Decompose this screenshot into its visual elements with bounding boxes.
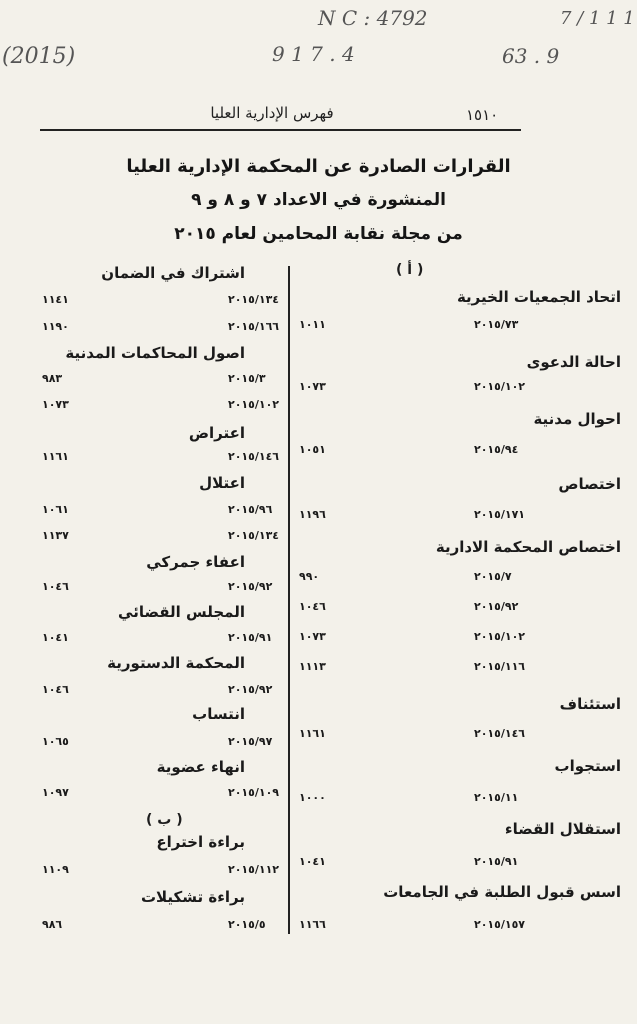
decision-number: ٢٠١٥/١٠٢ — [474, 630, 526, 643]
page-reference: ١١٩٦ — [299, 508, 326, 521]
column-divider — [288, 266, 290, 934]
index-entry-label: انهاء عضوية — [156, 758, 245, 776]
index-entry-label: استجواب — [554, 757, 621, 775]
decision-number: ٢٠١٥/٩٢ — [228, 683, 273, 696]
page-title-line-2: المنشورة في الاعداد ٧ و ٨ و ٩ — [191, 190, 446, 210]
right-column-letter: ( أ ) — [396, 262, 424, 278]
decision-number: ٢٠١٥/٩٢ — [228, 580, 273, 593]
page-title-line-1: القرارات الصادرة عن المحكمة الإدارية العليا — [126, 156, 511, 177]
page-reference: ١٠٤٦ — [42, 683, 69, 696]
page-reference: ١٠٦٥ — [42, 735, 69, 748]
index-entry-label: احوال مدنية — [533, 410, 621, 428]
decision-number: ٢٠١٥/٩٦ — [228, 503, 273, 516]
index-entry-label: استئناف — [559, 695, 621, 713]
page-reference: ٩٩٠ — [299, 570, 320, 583]
page-reference: ١٠٠٠ — [299, 791, 326, 804]
index-entry-label: المحكمة الدستورية — [107, 654, 245, 672]
handwritten-ref-top-center: N C : 4792 — [318, 6, 428, 30]
page-reference: ١٠٦١ — [42, 503, 69, 516]
page-reference: ١٠٤١ — [42, 631, 69, 644]
decision-number: ٢٠١٥/٩٢ — [474, 600, 519, 613]
page-reference: ١١٣٧ — [42, 529, 69, 542]
index-entry-label: اسس قبول الطلبة في الجامعات — [383, 883, 621, 901]
page-reference: ١١٦٦ — [299, 918, 326, 931]
page-reference: ١٠٤٦ — [42, 580, 69, 593]
decision-number: ٢٠١٥/١٠٩ — [228, 786, 280, 799]
decision-number: ٢٠١٥/٩١ — [474, 855, 519, 868]
handwritten-year-left: (2015) — [2, 44, 76, 69]
page-reference: ٩٨٣ — [42, 372, 63, 385]
index-entry-label: اتحاد الجمعيات الخيرية — [456, 288, 621, 306]
page-reference: ١٠٧٣ — [42, 398, 69, 411]
page-reference: ١٠٩٧ — [42, 786, 69, 799]
left-column-letter: ( ب ) — [146, 812, 183, 828]
decision-number: ٢٠١٥/١٣٤ — [228, 529, 280, 542]
index-entry-label: اعفاء جمركي — [146, 553, 245, 571]
page-reference: ١٠٥١ — [299, 443, 326, 456]
page-reference: ١١٦١ — [299, 727, 326, 740]
index-entry-label: اشتراك في الضمان — [101, 264, 245, 282]
index-entry-label: براءة اختراع — [156, 833, 245, 851]
decision-number: ٢٠١٥/٩٤ — [474, 443, 519, 456]
decision-number: ٢٠١٥/٩٧ — [228, 735, 273, 748]
running-header-title: فهرس الإدارية العليا — [210, 104, 334, 122]
decision-number: ٢٠١٥/١٥٧ — [474, 918, 526, 931]
decision-number: ٢٠١٥/١١٦ — [474, 660, 526, 673]
page-reference: ١١١٣ — [299, 660, 326, 673]
handwritten-ref-middle: 9 1 7 . 4 — [272, 42, 355, 66]
index-entry-label: المجلس القضائي — [118, 603, 245, 621]
index-entry-label: انتساب — [192, 705, 245, 723]
index-entry-label: اختصاص — [558, 475, 621, 493]
decision-number: ٢٠١٥/١٤٦ — [228, 450, 280, 463]
page-reference: ١١٦١ — [42, 450, 69, 463]
page-title-line-3: من مجلة نقابة المحامين لعام ٢٠١٥ — [174, 224, 463, 244]
decision-number: ٢٠١٥/١٦٦ — [228, 320, 280, 333]
page-reference: ١١٩٠ — [42, 320, 69, 333]
handwritten-ref-top-right: 7 / 1 1 1 — [560, 8, 635, 29]
page-reference: ١٠٤١ — [299, 855, 326, 868]
index-entry-label: احالة الدعوى — [526, 353, 621, 371]
index-entry-label: اختصاص المحكمة الادارية — [435, 538, 621, 556]
page-reference: ١٠١١ — [299, 318, 326, 331]
page-reference: ٩٨٦ — [42, 918, 63, 931]
decision-number: ٢٠١٥/١٧١ — [474, 508, 526, 521]
decision-number: ٢٠١٥/١٠٢ — [474, 380, 526, 393]
index-entry-label: اعتلال — [199, 474, 245, 492]
index-entry-label: استقلال القضاء — [504, 820, 621, 838]
page-reference: ١٠٤٦ — [299, 600, 326, 613]
header-rule — [40, 129, 521, 131]
index-entry-label: اعتراض — [188, 424, 245, 442]
page-reference: ١١٤١ — [42, 293, 69, 306]
page-number: ١٥١٠ — [466, 106, 499, 124]
decision-number: ٢٠١٥/١٣٤ — [228, 293, 280, 306]
decision-number: ٢٠١٥/١١٢ — [228, 863, 280, 876]
decision-number: ٢٠١٥/٩١ — [228, 631, 273, 644]
page-reference: ١٠٧٣ — [299, 380, 326, 393]
decision-number: ٢٠١٥/٥ — [228, 918, 266, 931]
decision-number: ٢٠١٥/١١ — [474, 791, 519, 804]
decision-number: ٢٠١٥/٣ — [228, 372, 266, 385]
index-entry-label: براءة تشكيلات — [140, 888, 245, 906]
page-reference: ١٠٧٣ — [299, 630, 326, 643]
page-reference: ١١٠٩ — [42, 863, 69, 876]
index-entry-label: اصول المحاكمات المدنية — [65, 344, 245, 362]
decision-number: ٢٠١٥/٧٣ — [474, 318, 519, 331]
decision-number: ٢٠١٥/١٤٦ — [474, 727, 526, 740]
handwritten-ref-right: 63 . 9 — [502, 44, 560, 68]
decision-number: ٢٠١٥/١٠٢ — [228, 398, 280, 411]
decision-number: ٢٠١٥/٧ — [474, 570, 512, 583]
